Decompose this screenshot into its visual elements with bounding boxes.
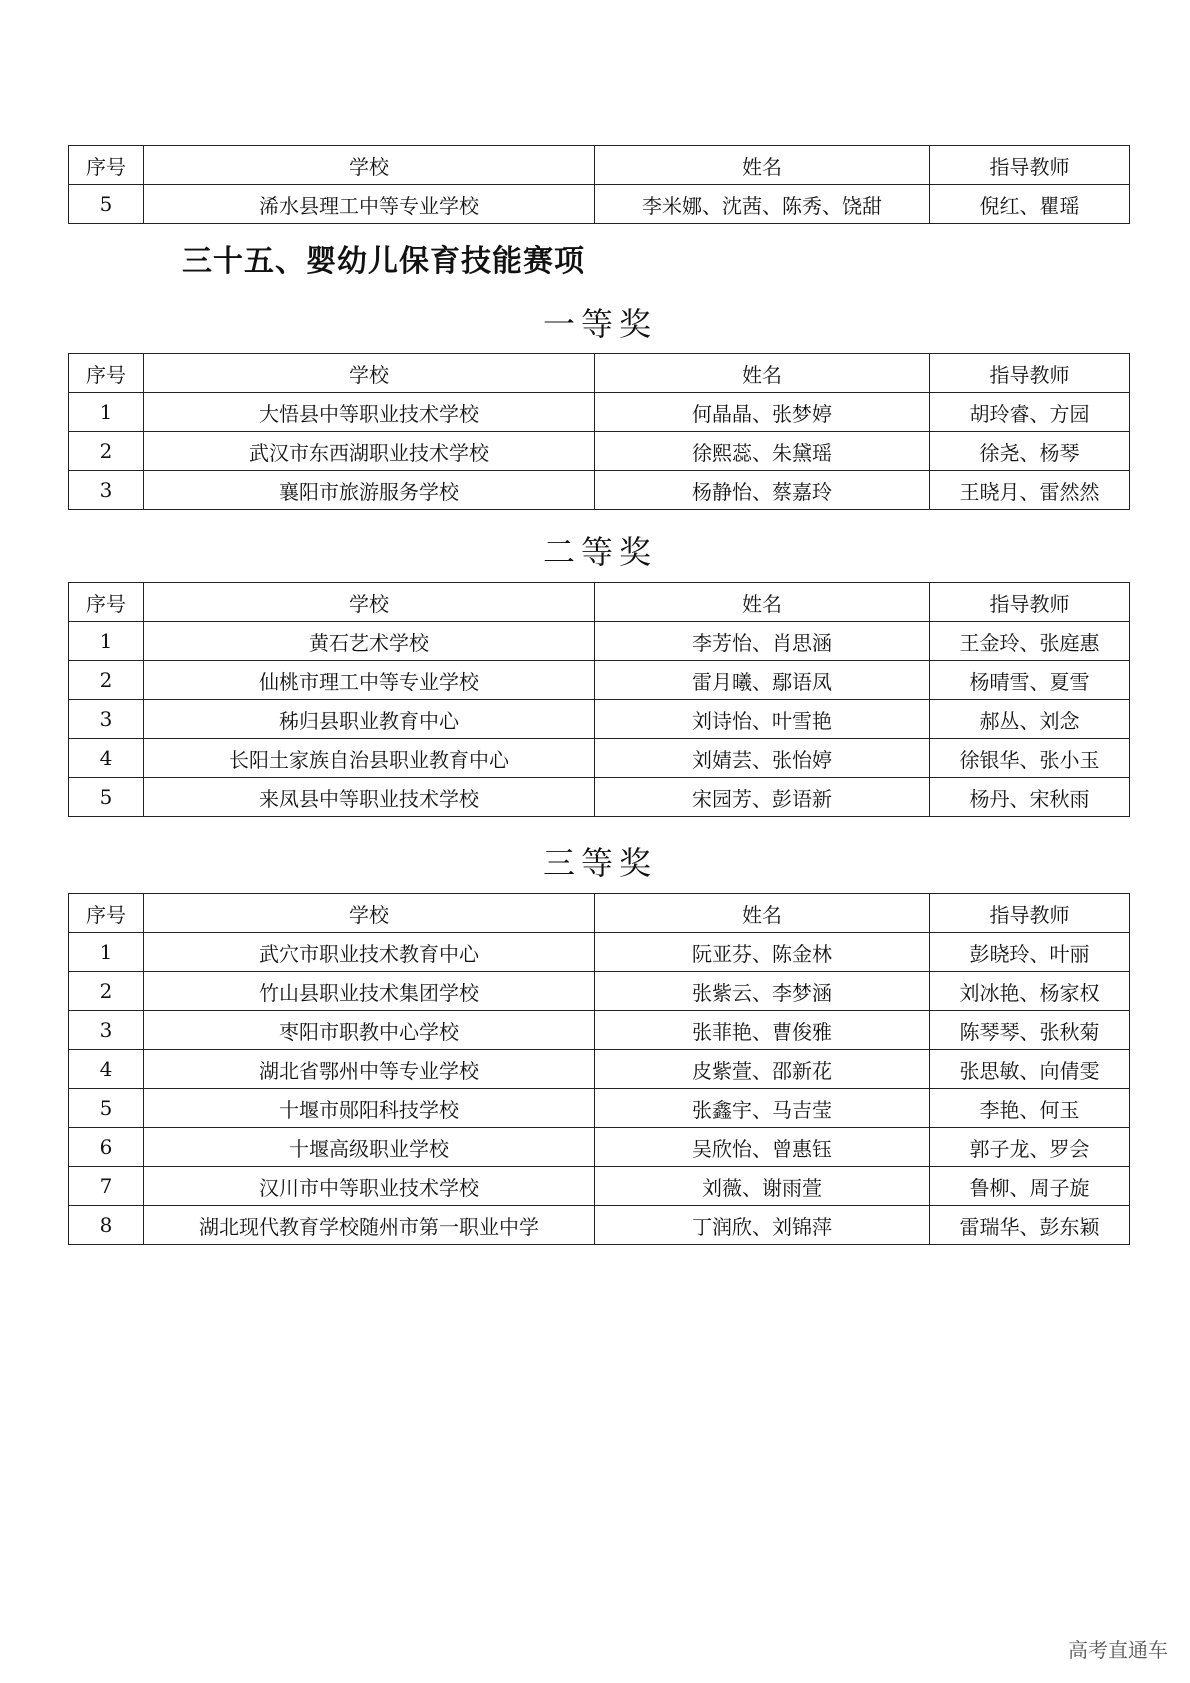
cell-index: 3 — [69, 471, 144, 510]
table-row — [69, 1167, 1130, 1206]
header-school: 学校 — [144, 583, 595, 622]
cell-school: 浠水县理工中等专业学校 — [144, 185, 595, 224]
cell-names: 阮亚芬、陈金林 — [595, 933, 930, 972]
cell-school: 武汉市东西湖职业技术学校 — [144, 432, 595, 471]
cell-school: 十堰市郧阳科技学校 — [144, 1089, 595, 1128]
table-row — [69, 185, 1130, 224]
table-header-row — [69, 894, 1130, 933]
table-row — [69, 739, 1130, 778]
header-index: 序号 — [69, 894, 144, 933]
cell-school: 黄石艺术学校 — [144, 622, 595, 661]
header-names: 姓名 — [595, 354, 930, 393]
cell-teachers: 张思敏、向倩雯 — [930, 1050, 1130, 1089]
second-prize-table — [68, 582, 1130, 817]
cell-index: 3 — [69, 700, 144, 739]
cell-index: 5 — [69, 778, 144, 817]
third-prize-table — [68, 893, 1130, 1245]
cell-school: 湖北省鄂州中等专业学校 — [144, 1050, 595, 1089]
cell-index: 2 — [69, 432, 144, 471]
cell-teachers: 郭子龙、罗会 — [930, 1128, 1130, 1167]
table-row — [69, 972, 1130, 1011]
first-prize-heading: 一等奖 — [542, 305, 657, 343]
cell-names: 何晶晶、张梦婷 — [595, 393, 930, 432]
cell-names: 刘诗怡、叶雪艳 — [595, 700, 930, 739]
table-row — [69, 1089, 1130, 1128]
cell-teachers: 徐尧、杨琴 — [930, 432, 1130, 471]
cell-index: 1 — [69, 622, 144, 661]
cell-school: 来凤县中等职业技术学校 — [144, 778, 595, 817]
header-school: 学校 — [144, 354, 595, 393]
cell-names: 张紫云、李梦涵 — [595, 972, 930, 1011]
cell-school: 枣阳市职教中心学校 — [144, 1011, 595, 1050]
header-index: 序号 — [69, 146, 144, 185]
header-index: 序号 — [69, 583, 144, 622]
cell-names: 李芳怡、肖思涵 — [595, 622, 930, 661]
table-row — [69, 471, 1130, 510]
header-school: 学校 — [144, 146, 595, 185]
cell-names: 刘薇、谢雨萱 — [595, 1167, 930, 1206]
cell-teachers: 王金玲、张庭惠 — [930, 622, 1130, 661]
cell-index: 4 — [69, 739, 144, 778]
table-row — [69, 700, 1130, 739]
cell-index: 2 — [69, 661, 144, 700]
cell-school: 十堰高级职业学校 — [144, 1128, 595, 1167]
cell-teachers: 徐银华、张小玉 — [930, 739, 1130, 778]
cell-names: 丁润欣、刘锦萍 — [595, 1206, 930, 1245]
cell-names: 杨静怡、蔡嘉玲 — [595, 471, 930, 510]
table-row — [69, 778, 1130, 817]
cell-teachers: 彭晓玲、叶丽 — [930, 933, 1130, 972]
cell-index: 6 — [69, 1128, 144, 1167]
header-names: 姓名 — [595, 583, 930, 622]
cell-teachers: 王晓月、雷然然 — [930, 471, 1130, 510]
header-school: 学校 — [144, 894, 595, 933]
cell-teachers: 陈琴琴、张秋菊 — [930, 1011, 1130, 1050]
table-row — [69, 622, 1130, 661]
table-row — [69, 432, 1130, 471]
table-row — [69, 933, 1130, 972]
cell-school: 湖北现代教育学校随州市第一职业中学 — [144, 1206, 595, 1245]
cell-teachers: 李艳、何玉 — [930, 1089, 1130, 1128]
cell-teachers: 雷瑞华、彭东颖 — [930, 1206, 1130, 1245]
header-index: 序号 — [69, 354, 144, 393]
cell-teachers: 胡玲睿、方园 — [930, 393, 1130, 432]
table-row — [69, 1206, 1130, 1245]
table-header-row — [69, 583, 1130, 622]
third-prize-heading: 三等奖 — [542, 844, 657, 882]
header-teachers: 指导教师 — [930, 894, 1130, 933]
cell-index: 3 — [69, 1011, 144, 1050]
watermark-text: 高考直通车 — [1068, 1638, 1168, 1662]
cell-teachers: 鲁柳、周子旋 — [930, 1167, 1130, 1206]
cell-school: 仙桃市理工中等专业学校 — [144, 661, 595, 700]
cell-index: 4 — [69, 1050, 144, 1089]
cell-index: 5 — [69, 1089, 144, 1128]
cell-index: 1 — [69, 933, 144, 972]
table-row — [69, 1050, 1130, 1089]
cell-index: 5 — [69, 185, 144, 224]
cell-school: 武穴市职业技术教育中心 — [144, 933, 595, 972]
cell-names: 雷月曦、鄢语凤 — [595, 661, 930, 700]
cell-teachers: 郝丛、刘念 — [930, 700, 1130, 739]
header-teachers: 指导教师 — [930, 146, 1130, 185]
header-teachers: 指导教师 — [930, 583, 1130, 622]
cell-school: 襄阳市旅游服务学校 — [144, 471, 595, 510]
header-teachers: 指导教师 — [930, 354, 1130, 393]
cell-index: 8 — [69, 1206, 144, 1245]
table-row — [69, 661, 1130, 700]
first-prize-table — [68, 353, 1130, 510]
table-header-row — [69, 146, 1130, 185]
header-names: 姓名 — [595, 894, 930, 933]
cell-teachers: 倪红、瞿瑶 — [930, 185, 1130, 224]
cell-teachers: 刘冰艳、杨家权 — [930, 972, 1130, 1011]
cell-names: 皮紫萱、邵新花 — [595, 1050, 930, 1089]
cell-names: 张菲艳、曹俊雅 — [595, 1011, 930, 1050]
table-row — [69, 393, 1130, 432]
cell-index: 7 — [69, 1167, 144, 1206]
cell-names: 张鑫宇、马吉莹 — [595, 1089, 930, 1128]
cell-index: 2 — [69, 972, 144, 1011]
cell-teachers: 杨晴雪、夏雪 — [930, 661, 1130, 700]
cell-names: 吴欣怡、曾惠钰 — [595, 1128, 930, 1167]
table-header-row — [69, 354, 1130, 393]
cell-school: 汉川市中等职业技术学校 — [144, 1167, 595, 1206]
cell-school: 长阳土家族自治县职业教育中心 — [144, 739, 595, 778]
carryover-table — [68, 145, 1130, 224]
cell-school: 秭归县职业教育中心 — [144, 700, 595, 739]
cell-names: 李米娜、沈茜、陈秀、饶甜 — [595, 185, 930, 224]
cell-school: 大悟县中等职业技术学校 — [144, 393, 595, 432]
second-prize-heading: 二等奖 — [542, 533, 657, 571]
cell-names: 宋园芳、彭语新 — [595, 778, 930, 817]
header-names: 姓名 — [595, 146, 930, 185]
cell-teachers: 杨丹、宋秋雨 — [930, 778, 1130, 817]
cell-names: 刘婧芸、张怡婷 — [595, 739, 930, 778]
cell-school: 竹山县职业技术集团学校 — [144, 972, 595, 1011]
table-row — [69, 1011, 1130, 1050]
table-row — [69, 1128, 1130, 1167]
cell-names: 徐熙蕊、朱黛瑶 — [595, 432, 930, 471]
section-title: 三十五、婴幼儿保育技能赛项 — [182, 244, 585, 279]
cell-index: 1 — [69, 393, 144, 432]
